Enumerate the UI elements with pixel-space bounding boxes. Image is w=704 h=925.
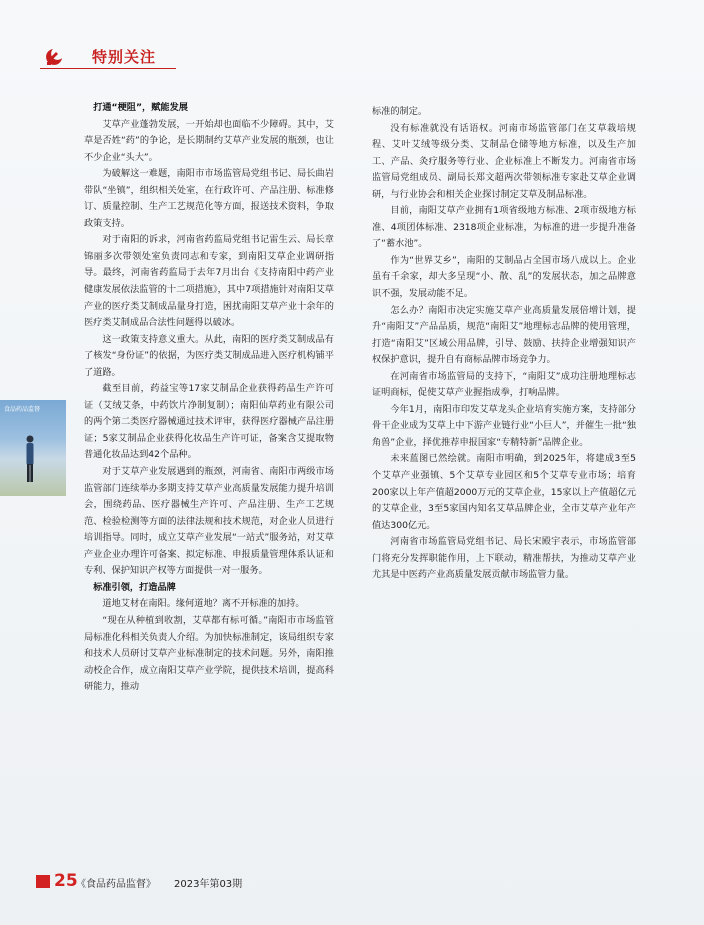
magazine-cover-thumbnail bbox=[0, 400, 66, 496]
article-paragraph: 未来蓝图已然绘就。南阳市明确，到2025年，将建成3至5个艾草产业强镇、5个艾草专业园区和5个艾草专业市场；培育200家以上年产值超2000万元的艾草企业，15家以上产值超亿元的艾草企业，3至5家国内知名艾草品牌企业，全市艾草产业年产值达300亿元。 bbox=[372, 453, 636, 531]
article-paragraph: 今年1月，南阳市印发艾草龙头企业培育实施方案，支持部分骨干企业成为艾草上中下游产业链行业“小巨人”，并催生一批“独角兽”企业，择优推荐申报国家“专精特新”品牌企业。 bbox=[372, 403, 636, 448]
article-paragraph: “现在从种植到收割，艾草都有标可循。”南阳市市场监管局标准化科相关负责人介绍。为加快标准制定，该局组织专家和技术人员研讨艾草产业标准制定的技术问题。另外，南阳推动校企合作，成立南阳艾草产业学院，提供技术培训，提高科研能力，推动 bbox=[84, 614, 334, 693]
section-title: 特别关注 bbox=[92, 48, 157, 66]
article-paragraph: 这一政策支持意义重大。从此，南阳的医疗类艾制成品有了核发“身份证”的依据，为医疗类艾制成品进入医疗机构铺平了道路。 bbox=[84, 333, 334, 378]
article-paragraph: 河南省市场监管局党组书记、局长宋殿宇表示，市场监管部门将充分发挥职能作用，上下联动，精准帮扶，为推动艾草产业尤其是中医药产业高质量发展贡献市场监管力量。 bbox=[372, 536, 636, 581]
section-subheading: 打通“梗阻”，赋能发展 bbox=[93, 102, 188, 113]
article-paragraph: 艾草产业蓬勃发展，一开始却也面临不少障碍。其中，艾草是否姓“药”的争论，是长期制约艾草产业发展的瓶颈，也让不少企业“头大”。 bbox=[84, 118, 334, 163]
article-paragraph: 道地艾材在南阳。缘何道地？离不开标准的加持。 bbox=[102, 598, 305, 610]
article-paragraph: 没有标准就没有话语权。河南市场监管部门在艾草栽培规程、艾叶艾绒等级分类、艾制品仓储等地方标准，以及生产加工、产品、灸疗服务等行业、企业标准上不断发力。河南省市场监管局党组成员、副局长郑文超两次带领标准专家赴艾草企业调研，与行业协会和相关企业探讨制定艾草及制品标准。 bbox=[372, 122, 636, 200]
page-footer bbox=[36, 872, 336, 892]
article-paragraph: 对于南阳的诉求，河南省药监局党组书记雷生云、局长章锦丽多次带领处室负责同志和专家，到南阳艾草企业调研指导。最终，河南省药监局于去年7月出台《支持南阳中药产业健康发展依法监管的十二项措施》，其中7项措施针对南阳艾草产业的医疗类艾制成品量身打造，困扰南阳艾草产业十余年的医疗类艾制成品合法性问题得以破冰。 bbox=[84, 234, 334, 329]
article-paragraph: 对于艾草产业发展遇到的瓶颈，河南省、南阳市两级市场监管部门连续举办多期支持艾草产业高质量发展能力提升培训会，围绕药品、医疗器械生产许可、产品注册、生产工艺规范、检验检测等方面的法律法规和技术规范，对企业人员进行培训指导。同时，成立艾草产业发展“一站式”服务站，对艾草产业企业办理许可备案、拟定标准、申报质量管理体系认证和专利、保护知识产权等方面提供一对一服务。 bbox=[84, 466, 334, 577]
page-number: 25 bbox=[54, 871, 78, 891]
footer-marker bbox=[36, 875, 50, 888]
article-paragraph: 为破解这一难题，南阳市市场监管局党组书记、局长曲岩带队“坐镇”，组织相关处室，在行政许可、产品注册、标准修订、质量控制、生产工艺规范化等方面，报送技术资料，争取政策支持。 bbox=[84, 168, 334, 229]
thumbnail-label: 食品药品监督 bbox=[4, 406, 41, 413]
article-paragraph: 作为“世界艾乡”，南阳的艾制品占全国市场八成以上。企业虽有千余家，却大多呈现“小、散、乱”的发展状态，加之品牌意识不强，发展动能不足。 bbox=[372, 254, 636, 300]
party-emblem-icon bbox=[44, 46, 64, 66]
article-column-left bbox=[84, 100, 334, 696]
magazine-name: 《食品药品监督》 bbox=[76, 879, 156, 890]
section-subheading: 标准引领，打造品牌 bbox=[93, 581, 176, 593]
header-divider bbox=[40, 68, 176, 69]
article-paragraph: 怎么办？南阳市决定实施艾草产业高质量发展倍增计划，提升“南阳艾”产品品质，规范“南阳艾”地理标志品牌的使用管理，打造“南阳艾”区域公用品牌，引导、鼓励、扶持企业增强知识产权保护意识，提升自有商标品牌市场竞争力。 bbox=[372, 304, 636, 366]
article-paragraph: 截至目前，药益宝等17家艾制品企业获得药品生产许可证（艾绒艾条，中药饮片净制复制）；南阳仙草药业有限公司的两个第二类医疗器械通过技术评审，获得医疗器械产品注册证；5家艾制品企业获得化妆品生产许可证，备案含艾提取物普通化妆品达到42个品种。 bbox=[84, 383, 334, 461]
article-paragraph: 标准的制定。 bbox=[372, 106, 428, 117]
person-figure-icon bbox=[24, 434, 36, 484]
issue-label: 2023年第03期 bbox=[174, 879, 243, 890]
article-paragraph: 在河南省市场监管局的支持下，“南阳艾”成功注册地理标志证明商标，促使艾草产业握指成拳，打响品牌。 bbox=[372, 370, 636, 399]
page-header bbox=[44, 44, 178, 70]
article-column-right bbox=[372, 104, 636, 584]
article-paragraph: 目前，南阳艾草产业拥有1项省级地方标准、2项市级地方标准、4项团体标准、2318项企业标准，为标准的进一步提升准备了“蓄水池”。 bbox=[372, 205, 636, 250]
